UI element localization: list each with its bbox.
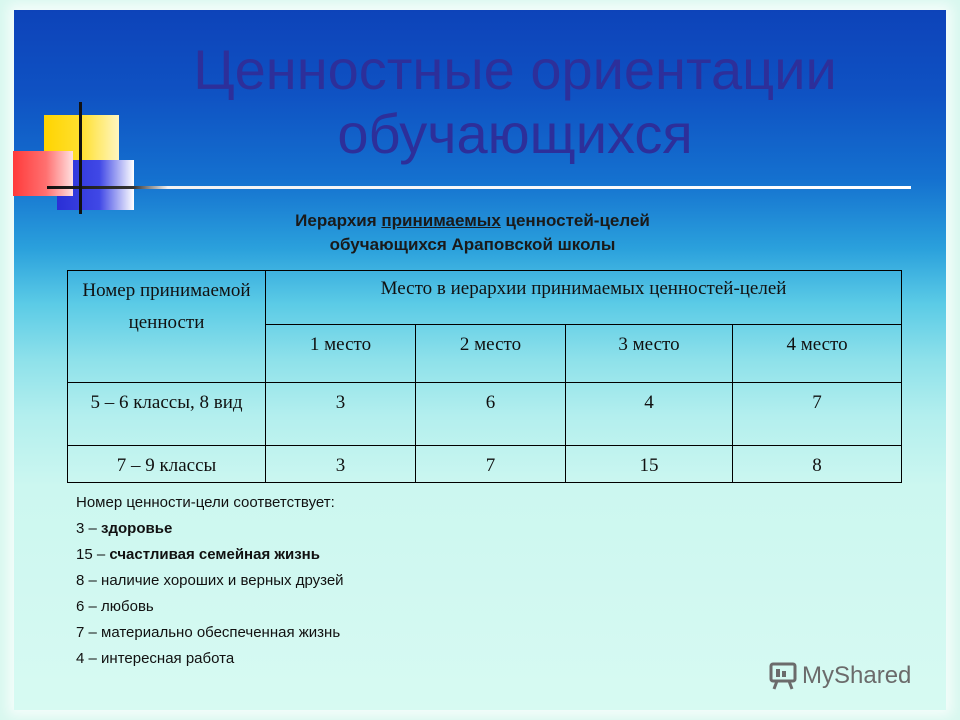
values-hierarchy-table xyxy=(67,270,902,483)
cell-value: 6 xyxy=(416,383,566,446)
myshared-watermark[interactable] xyxy=(768,658,928,694)
legend-number: 8 – xyxy=(76,572,97,589)
cell-value: 8 xyxy=(733,446,902,483)
legend-text: наличие хороших и верных друзей xyxy=(101,572,344,589)
cell-value: 3 xyxy=(266,383,416,446)
legend-number: 3 – xyxy=(76,520,97,537)
legend-text: любовь xyxy=(101,598,154,615)
header-place-1: 1 место xyxy=(266,325,416,383)
table-row xyxy=(68,383,902,446)
legend xyxy=(76,490,496,672)
cell-value: 15 xyxy=(566,446,733,483)
presentation-board-icon xyxy=(768,661,798,691)
legend-item xyxy=(76,620,496,646)
legend-item xyxy=(76,646,496,672)
caption-line-1 xyxy=(200,209,745,233)
row-label: 5 – 6 классы, 8 вид xyxy=(68,383,266,446)
watermark-text: MyShared xyxy=(802,662,912,689)
legend-number: 4 – xyxy=(76,650,97,667)
table-caption xyxy=(200,209,745,257)
header-place-2: 2 место xyxy=(416,325,566,383)
cell-value: 3 xyxy=(266,446,416,483)
caption-pre: Иерархия xyxy=(295,211,382,230)
legend-text: материально обеспеченная жизнь xyxy=(101,624,341,641)
table-row xyxy=(68,446,902,483)
caption-post: ценностей-целей xyxy=(500,211,650,230)
table-header-row xyxy=(68,271,902,325)
cell-value: 7 xyxy=(733,383,902,446)
legend-number: 15 – xyxy=(76,546,106,563)
legend-item xyxy=(76,594,496,620)
header-hierarchy-place: Место в иерархии принимаемых ценностей-целей xyxy=(266,271,902,325)
cell-value: 7 xyxy=(416,446,566,483)
legend-number: 6 – xyxy=(76,598,97,615)
decor-vertical-line xyxy=(79,102,82,214)
row-label: 7 – 9 классы xyxy=(68,446,266,483)
header-place-4: 4 место xyxy=(733,325,902,383)
slide-title xyxy=(150,38,880,166)
decor-red-square xyxy=(13,151,73,196)
legend-number: 7 – xyxy=(76,624,97,641)
decor-horizontal-line xyxy=(47,186,911,189)
title-line-1: Ценностные ориентации xyxy=(193,38,837,101)
cell-value: 4 xyxy=(566,383,733,446)
title-line-2: обучающихся xyxy=(337,102,693,165)
caption-underlined: принимаемых xyxy=(381,211,501,230)
legend-item xyxy=(76,542,496,568)
legend-intro: Номер ценности-цели соответствует: xyxy=(76,494,335,511)
header-value-number: Номер принимаемой ценности xyxy=(68,271,266,383)
legend-text: здоровье xyxy=(101,520,173,537)
legend-text: интересная работа xyxy=(101,650,235,667)
header-place-3: 3 место xyxy=(566,325,733,383)
legend-text: счастливая семейная жизнь xyxy=(109,546,320,563)
legend-item xyxy=(76,516,496,542)
legend-item xyxy=(76,568,496,594)
caption-line-2: обучающихся Араповской школы xyxy=(329,235,616,254)
